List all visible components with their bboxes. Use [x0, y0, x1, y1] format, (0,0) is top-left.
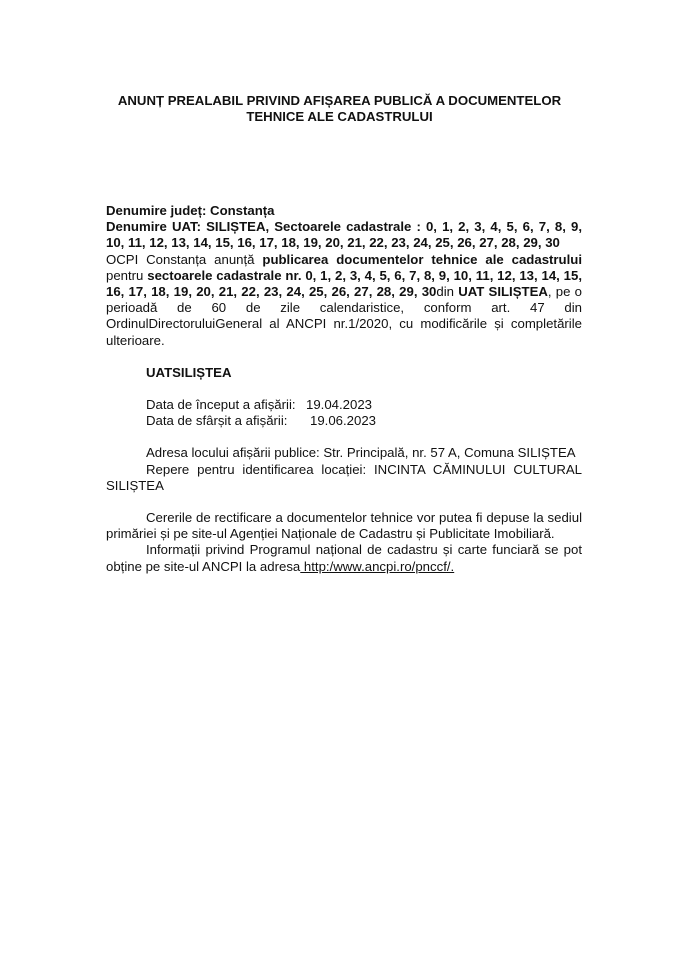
- end-date-label: Data de sfârșit a afișării:: [146, 413, 288, 429]
- judet-line: Denumire județ: Constanța: [106, 203, 275, 218]
- announcement-part-1: OCPI Constanța anunță: [106, 251, 263, 267]
- uat-heading: UATSILIȘTEA: [146, 364, 232, 380]
- title-line-1: ANUNȚ PREALABIL PRIVIND AFIȘAREA PUBLICĂ A DOCUMENTELOR: [117, 93, 562, 108]
- start-date-row: [146, 397, 582, 413]
- uat-sectors-line: Denumire UAT: SILIȘTEA, Sectoarele cadastrale : 0, 1, 2, 3, 4, 5, 6, 7, 8, 9, 10, 11, 12, 13, 14, 15, 16, 17, 18, 19, 20, 21, 22, 23, 24, 25, 26, 27, 28, 29, 30: [106, 219, 582, 251]
- announcement-part-5: din: [436, 284, 459, 300]
- announcement-part-2: publicarea documentelor tehnice ale cadastrului: [262, 251, 582, 267]
- document-title: [0, 93, 679, 125]
- title-line-2: TEHNICE ALE CADASTRULUI: [246, 109, 433, 124]
- announcement-part-6: UAT SILIȘTEA: [458, 284, 548, 300]
- requests-paragraph: Cererile de rectificare a documentelor tehnice vor putea fi depuse la sediul primăriei și pe site-ul Agenției Naționale de Cadastru și Publicitate Imobiliară.: [106, 510, 582, 542]
- start-date-label: Data de început a afișării:: [146, 397, 296, 413]
- display-dates: [106, 397, 582, 429]
- announcement-part-4: sectoarele cadastrale nr. 0, 1, 2, 3, 4, 5, 6, 7, 8, 9, 10, 11, 12, 13, 14, 15, 16, 17, 18, 19, 20, 21, 22, 23, 24, 25, 26, 27, 28, 29, 30: [106, 267, 582, 300]
- document-body: [106, 203, 582, 575]
- ancpi-link[interactable]: http:/www.ancpi.ro/pnccf/.: [300, 558, 455, 574]
- announcement-part-7: , pe o perioadă de 60 de zile calendaristice, conform art. 47 din OrdinulDirectoruluiGeneral al ANCPI nr.1/2020, cu modificările și completările ulterioare.: [106, 284, 583, 348]
- address-paragraph: Adresa locului afișării publice: Str. Principală, nr. 57 A, Comuna SILIȘTEA: [146, 445, 576, 461]
- end-date-value: 19.06.2023: [310, 413, 377, 429]
- info-paragraph: [106, 542, 582, 574]
- announcement-part-3: pentru: [106, 267, 148, 283]
- end-date-row: [146, 413, 582, 429]
- announcement-paragraph: [106, 252, 582, 349]
- start-date-value: 19.04.2023: [306, 397, 373, 413]
- info-text: Informații privind Programul național de cadastru și carte funciară se pot obține pe site-ul ANCPI la adresa: [106, 542, 582, 574]
- landmark-paragraph: Repere pentru identificarea locației: INCINTA CĂMINULUI CULTURAL SILIȘTEA: [106, 461, 582, 493]
